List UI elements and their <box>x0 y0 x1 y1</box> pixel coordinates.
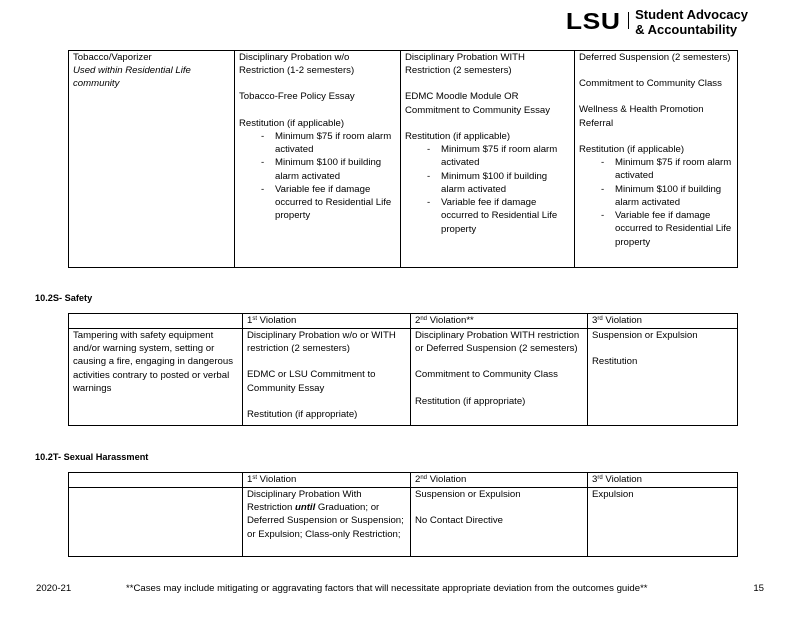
harassment-header-blank <box>69 473 243 488</box>
harassment-header-third: 3rd Violation <box>588 473 738 488</box>
tobacco-second-module: EDMC Moodle Module OR Commitment to Community Essay <box>405 91 551 116</box>
safety-offense-cell <box>69 329 243 426</box>
tobacco-first-fees <box>239 130 397 223</box>
safety-header-blank <box>69 314 243 329</box>
safety-second-restitution: Restitution (if appropriate) <box>415 395 526 407</box>
table-header-row <box>69 473 738 488</box>
tobacco-second-cell <box>401 51 575 268</box>
tobacco-offense-cell <box>69 51 235 268</box>
tobacco-second-restitution: Restitution (if applicable) <box>405 130 511 142</box>
tobacco-first-restitution: Restitution (if applicable) <box>239 117 345 129</box>
list-item: - Minimum $75 if room alarm activated <box>579 156 734 182</box>
safety-third-restitution: Restitution <box>592 356 638 368</box>
table-row <box>69 51 738 268</box>
page-number: 15 <box>753 583 764 594</box>
tobacco-third-fees <box>579 156 734 249</box>
list-item: - Minimum $75 if room alarm activated <box>239 130 397 156</box>
safety-first-restitution: Restitution (if appropriate) <box>247 408 358 420</box>
safety-third-sanction: Suspension or Expulsion <box>592 330 698 341</box>
footer-note: **Cases may include mitigating or aggravating factors that will necessitate appropriate deviation from the outcomes guide** <box>126 583 648 594</box>
list-item: - Variable fee if damage occurred to Residential Life property <box>579 209 734 249</box>
safety-header-second: 2nd Violation** <box>411 314 588 329</box>
harassment-section-title: 10.2T- Sexual Harassment <box>35 452 149 462</box>
tobacco-second-sanction: Disciplinary Probation WITH Restriction (2 semesters) <box>405 52 525 77</box>
harassment-offense-cell <box>69 488 243 557</box>
tobacco-offense: Tobacco/Vaporizer <box>73 52 152 63</box>
header-divider <box>628 12 629 29</box>
safety-table <box>68 313 738 426</box>
safety-first-essay: EDMC or LSU Commitment to Community Essay <box>247 369 376 394</box>
list-item: - Minimum $100 if building alarm activated <box>239 156 397 182</box>
list-item: - Minimum $75 if room alarm activated <box>405 143 571 169</box>
safety-offense: Tampering with safety equipment and/or warning system, setting or causing a fire, engaging in dangerous activities contrary to posted or verbal warnings <box>73 330 234 394</box>
harassment-header-second: 2nd Violation <box>411 473 588 488</box>
safety-first-sanction: Disciplinary Probation w/o or WITH restriction (2 semesters) <box>247 330 396 355</box>
tobacco-offense-note: Used within Residential Life community <box>73 65 191 90</box>
tobacco-second-fees <box>405 143 571 236</box>
tobacco-first-cell <box>235 51 401 268</box>
table-row <box>69 488 738 557</box>
harassment-first-sanction: Disciplinary Probation With Restriction until Graduation; or Deferred Suspension or Suspension; or Expulsion; Class-only Restriction; <box>247 489 404 540</box>
harassment-third-cell <box>588 488 738 557</box>
tobacco-first-sanction: Disciplinary Probation w/o Restriction (1-2 semesters) <box>239 52 355 77</box>
tobacco-third-sanction: Deferred Suspension (2 semesters) <box>579 52 731 63</box>
harassment-second-directive: No Contact Directive <box>415 515 503 527</box>
safety-section-title: 10.2S- Safety <box>35 293 93 303</box>
list-item: - Variable fee if damage occurred to Residential Life property <box>239 183 397 223</box>
safety-first-cell <box>243 329 411 426</box>
header-title-line2: & Accountability <box>635 21 738 37</box>
header-title-line1: Student Advocacy <box>635 7 748 22</box>
tobacco-third-class: Commitment to Community Class <box>579 78 722 90</box>
safety-second-class: Commitment to Community Class <box>415 369 558 381</box>
list-item: - Variable fee if damage occurred to Residential Life property <box>405 196 571 236</box>
tobacco-first-essay: Tobacco-Free Policy Essay <box>239 91 355 103</box>
harassment-second-cell <box>411 488 588 557</box>
page-header <box>565 7 748 37</box>
harassment-header-first: 1st Violation <box>243 473 411 488</box>
safety-second-cell <box>411 329 588 426</box>
safety-header-first: 1st Violation <box>243 314 411 329</box>
list-item: - Minimum $100 if building alarm activated <box>405 170 571 196</box>
harassment-first-cell <box>243 488 411 557</box>
table-row <box>69 329 738 426</box>
safety-third-cell <box>588 329 738 426</box>
footer-year: 2020-21 <box>36 583 72 594</box>
lsu-logo: LSU <box>565 8 621 34</box>
list-item: - Minimum $100 if building alarm activated <box>579 183 734 209</box>
harassment-second-sanction: Suspension or Expulsion <box>415 489 521 500</box>
tobacco-third-referral: Wellness & Health Promotion Referral <box>579 104 704 129</box>
tobacco-third-restitution: Restitution (if applicable) <box>579 143 685 155</box>
tobacco-third-cell <box>575 51 738 268</box>
tobacco-table <box>68 50 738 268</box>
safety-second-sanction: Disciplinary Probation WITH restriction or Deferred Suspension (2 semesters) <box>415 330 580 355</box>
harassment-table <box>68 472 738 557</box>
harassment-third-sanction: Expulsion <box>592 489 634 500</box>
header-title <box>635 8 748 37</box>
safety-header-third: 3rd Violation <box>588 314 738 329</box>
table-header-row <box>69 314 738 329</box>
